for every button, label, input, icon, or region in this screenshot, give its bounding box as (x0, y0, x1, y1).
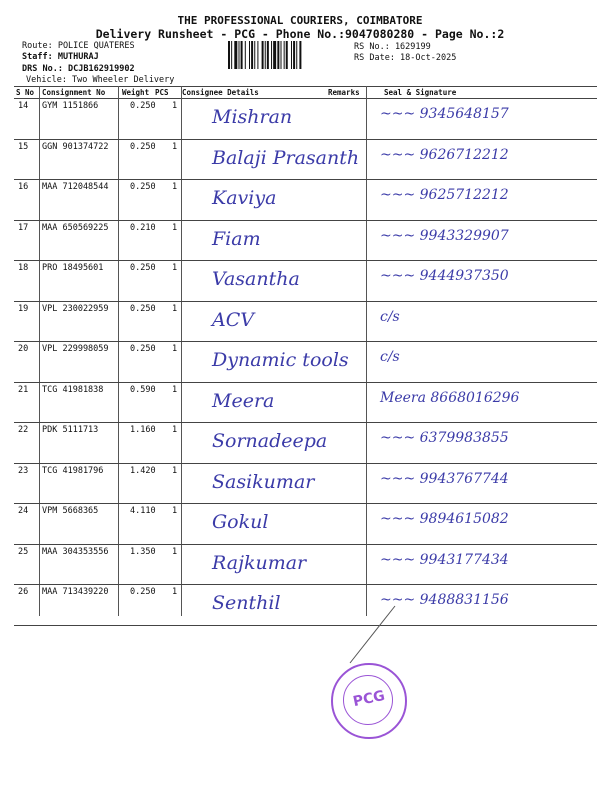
col-header-remarks: Remarks (328, 88, 360, 97)
vehicle-label: Vehicle: Two Wheeler Delivery (26, 75, 175, 85)
row-sno: 21 (18, 385, 29, 395)
row-consignment-no: MAA 650569225 (42, 223, 109, 233)
staff-label: Staff: MUTHURAJ (22, 52, 99, 62)
row-weight: 0.250 (130, 182, 156, 192)
row-pcs: 1 (172, 142, 178, 152)
row-weight: 1.420 (130, 466, 156, 476)
row-sno: 26 (18, 587, 29, 597)
row-sno: 15 (18, 142, 29, 152)
row-consignee-handwriting: Fiam (212, 228, 261, 250)
row-pcs: 1 (172, 425, 178, 435)
row-consignment-no: TCG 41981838 (42, 385, 104, 395)
row-pcs: 1 (172, 223, 178, 233)
row-sno: 14 (18, 101, 29, 111)
row-pcs: 1 (172, 263, 178, 273)
row-weight: 0.250 (130, 101, 156, 111)
row-signature: ~~~ 9444937350 (380, 268, 509, 284)
row-signature: ~~~ 9943329907 (380, 228, 509, 244)
row-sno: 20 (18, 344, 29, 354)
row-consignment-no: MAA 713439220 (42, 587, 109, 597)
row-weight: 1.160 (130, 425, 156, 435)
route-label: Route: POLICE QUATERES (22, 41, 135, 51)
row-consignment-no: MAA 712048544 (42, 182, 109, 192)
row-consignee-handwriting: Sornadeepa (212, 430, 328, 452)
row-signature: ~~~ 9488831156 (380, 592, 509, 608)
row-signature: ~~~ 9345648157 (380, 106, 509, 122)
stamp-text: PCG (351, 687, 387, 711)
row-consignment-no: TCG 41981796 (42, 466, 104, 476)
row-sno: 16 (18, 182, 29, 192)
row-signature: c/s (380, 309, 400, 325)
col-header-seal: Seal & Signature (384, 88, 457, 97)
col-header-consignee: Consignee Details (182, 88, 259, 97)
row-sno: 17 (18, 223, 29, 233)
row-pcs: 1 (172, 182, 178, 192)
row-consignee-handwriting: Balaji Prasanth (212, 147, 360, 169)
row-pcs: 1 (172, 304, 178, 314)
col-header-weight: Weight (122, 88, 150, 97)
pcg-stamp (331, 663, 407, 739)
row-sno: 19 (18, 304, 29, 314)
row-consignment-no: VPL 229998059 (42, 344, 109, 354)
row-pcs: 1 (172, 466, 178, 476)
rs-number: RS No.: 1629199 (354, 42, 431, 52)
row-sno: 25 (18, 547, 29, 557)
row-consignee-handwriting: ACV (212, 309, 254, 331)
row-weight: 0.250 (130, 142, 156, 152)
row-consignee-handwriting: Meera (212, 390, 275, 412)
rs-date: RS Date: 18-Oct-2025 (354, 53, 457, 63)
row-pcs: 1 (172, 344, 178, 354)
row-sno: 23 (18, 466, 29, 476)
row-consignee-handwriting: Rajkumar (212, 552, 307, 574)
row-weight: 1.350 (130, 547, 156, 557)
row-weight: 0.250 (130, 344, 156, 354)
col-header-pcs: PCS (155, 88, 169, 97)
row-consignment-no: MAA 304353556 (42, 547, 109, 557)
row-pcs: 1 (172, 587, 178, 597)
row-weight: 0.250 (130, 263, 156, 273)
row-sno: 22 (18, 425, 29, 435)
row-pcs: 1 (172, 547, 178, 557)
col-header-sno: S No (16, 88, 35, 97)
row-weight: 0.250 (130, 304, 156, 314)
row-sno: 24 (18, 506, 29, 516)
row-signature: ~~~ 9894615082 (380, 511, 509, 527)
row-consignee-handwriting: Dynamic tools (212, 349, 349, 371)
row-pcs: 1 (172, 385, 178, 395)
row-consignee-handwriting: Sasikumar (212, 471, 315, 493)
runsheet-subtitle: Delivery Runsheet - PCG - Phone No.:9047080280 - Page No.:2 (95, 27, 505, 41)
row-consignment-no: GGN 901374722 (42, 142, 109, 152)
row-weight: 4.110 (130, 506, 156, 516)
row-pcs: 1 (172, 101, 178, 111)
row-consignment-no: VPM 5668365 (42, 506, 99, 516)
company-title: THE PROFESSIONAL COURIERS, COIMBATORE (177, 14, 423, 27)
row-pcs: 1 (172, 506, 178, 516)
row-consignment-no: PDK 5111713 (42, 425, 99, 435)
row-sno: 18 (18, 263, 29, 273)
row-signature: c/s (380, 349, 400, 365)
row-signature: ~~~ 6379983855 (380, 430, 509, 446)
col-header-consignment: Consignment No (42, 88, 106, 97)
row-weight: 0.210 (130, 223, 156, 233)
row-consignment-no: VPL 230022959 (42, 304, 109, 314)
row-consignee-handwriting: Vasantha (212, 268, 300, 290)
row-consignee-handwriting: Mishran (212, 106, 293, 128)
row-weight: 0.250 (130, 587, 156, 597)
row-consignee-handwriting: Kaviya (212, 187, 277, 209)
row-consignment-no: PRO 18495601 (42, 263, 104, 273)
row-signature: ~~~ 9943177434 (380, 552, 509, 568)
row-signature: Meera 8668016296 (380, 390, 520, 406)
row-signature: ~~~ 9626712212 (380, 147, 509, 163)
row-consignee-handwriting: Gokul (212, 511, 269, 533)
row-signature: ~~~ 9625712212 (380, 187, 509, 203)
row-weight: 0.590 (130, 385, 156, 395)
row-consignment-no: GYM 1151866 (42, 101, 99, 111)
row-signature: ~~~ 9943767744 (380, 471, 509, 487)
drs-number: DRS No.: DCJB162919902 (22, 64, 135, 74)
row-consignee-handwriting: Senthil (212, 592, 281, 614)
